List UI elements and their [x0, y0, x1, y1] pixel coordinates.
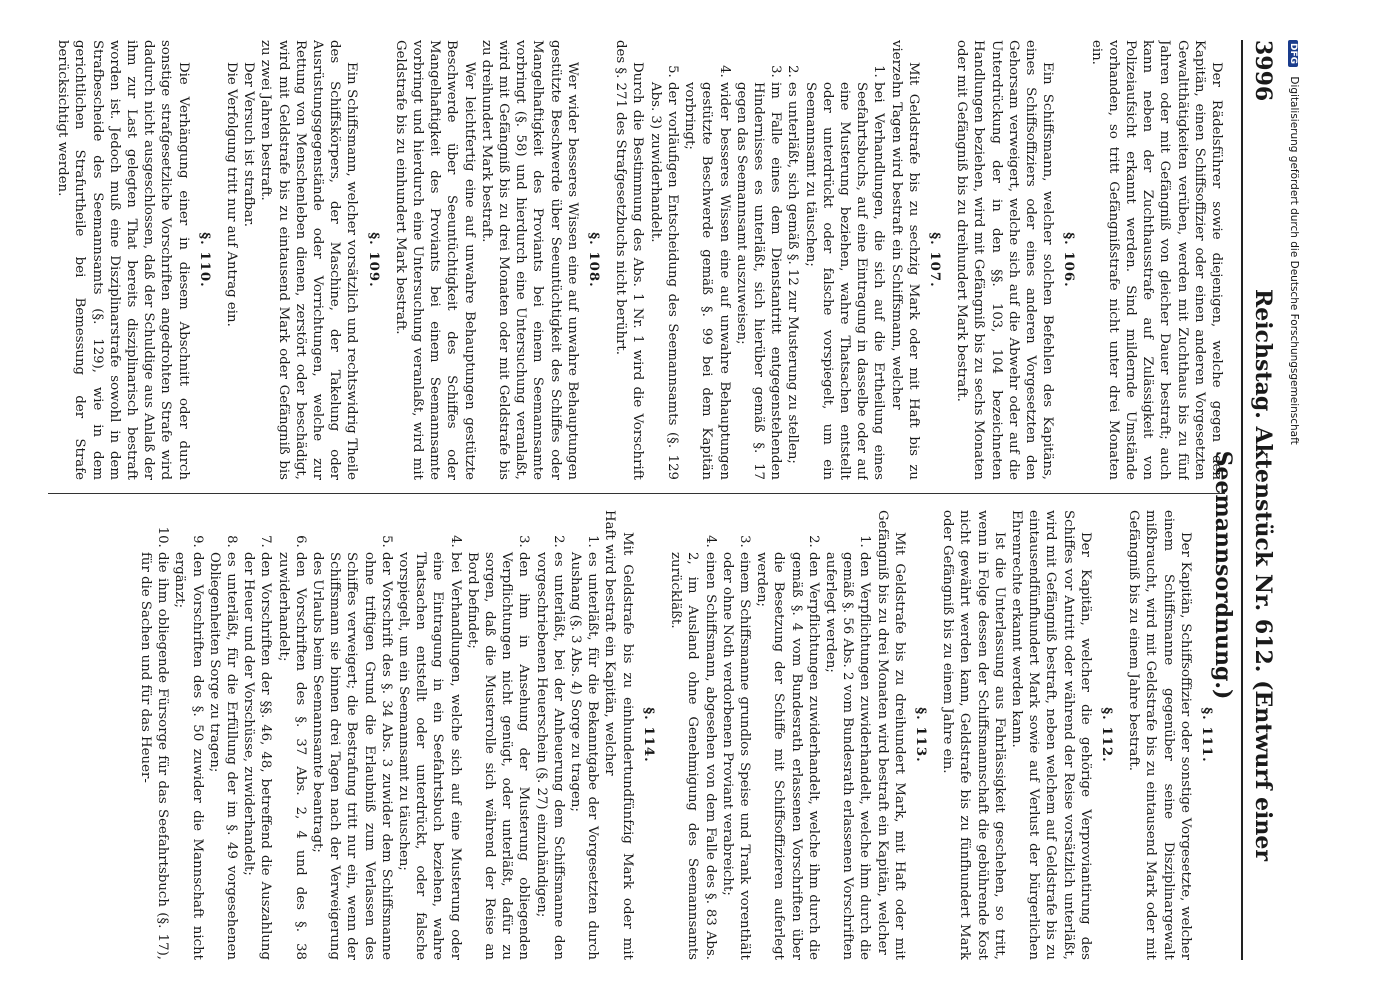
section-heading: §. 106. — [1061, 232, 1077, 288]
paragraph: Der Versuch ist strafbar. — [241, 62, 257, 227]
list-item: 5. der Vorschrift des §. 34 Abs. 3 zuwider dem Schiffsmanne ohne triftigen Grund die Erlaubniß zum Verlassen des Schiffes verweigert; die Bestrafung tritt nur ein, wenn der Schiffsmann sie binnen drei Tagen nach der Verweigerung des Urlaubs beim Seemannsamte beantragt; — [309, 552, 395, 960]
paragraph: Der Kapitän, welcher die gehörige Verproviantirung des Schiffes vor Antritt oder während der Reise vorsätzlich unterläßt, wird mit Gefängniß bestraft, neben welchem auf Geldstrafe bis zu eintausendfünfhundert Mark sowie auf Verlust der bürgerlichen Ehrenrechte erkannt werden kann. — [1008, 510, 1093, 960]
numbered-list — [647, 40, 888, 480]
paragraph: Die Verhängung einer in diesem Abschnitt oder durch sonstige strafgesetzliche Vorschriften angedrohten Strafe wird dadurch nicht ausgeschlossen, daß der Schuldige aus Anlaß der ihm zur Last gelegten That bereits disziplinarisch bestraft worden ist. Jedoch muß eine Disziplinarstrafe sowohl in dem Strafbescheide des Seemannsamts (§. 129), wie in dem gerichtlichen Strafurtheile bei Bemessung der Strafe berücksichtigt werden. — [55, 40, 191, 480]
paragraph: Ist die Unterlassung aus Fahrlässigkeit geschehen, so tritt, wenn in Folge dessen der Schiffsmannschaft die gebührende Kost nicht gewährt werden kann, Geldstrafe bis zu fünfhundert Mark oder Gefängniß bis zu einem Jahre ein. — [940, 510, 1007, 960]
list-item: 3. den ihm in Ansehung der Musterung obliegenden Verpflichtungen nicht genügt, oder unterläßt, dafür zu sorgen, daß die Musterrolle sich während der Reise an Bord befindet; — [464, 552, 533, 960]
section-heading: §. 107. — [926, 232, 942, 288]
list-item: 1. den Verpflichtungen zuwiderhandelt, welche ihm durch die gemäß §. 56 Abs. 2 vom Bundesrath erlassenen Vorschriften auferlegt werden; — [822, 552, 874, 960]
list-item: 2. es unterläßt, bei der Anheuerung dem Schiffsmanne den vorgeschriebenen Heuerschein (§. 27) einzuhändigen; — [532, 552, 566, 960]
list-item: 6. den Vorschriften des §. 37 Abs. 2, 4 und des §. 38 zuwiderhandelt; — [274, 552, 308, 960]
section-heading: §. 108. — [586, 232, 602, 288]
list-item: 3. einem Schiffsmanne grundlos Speise und Trank vorenthält oder ohne Noth verdorbenen Proviant verabreicht; — [719, 552, 753, 960]
list-item: 1. bei Verhandlungen, die sich auf die Ertheilung eines Seefahrtsbuchs, auf eine Eintragung in dasselbe oder auf eine Musterung beziehen, wahre Thatsachen entstellt oder unterdrückt oder falsche vorspiegelt, um ein Seemannsamt zu täuschen; — [801, 82, 887, 480]
list-item: 10. die ihm obliegende Fürsorge für das Seefahrtsbuch (§. 17), für die Sachen und für das Heuer- — [137, 552, 171, 960]
list-item: 2. es unterläßt, sich gemäß §. 12 zur Musterung zu stellen; — [784, 82, 801, 480]
list-item: 8. es unterläßt, für die Erfüllung der im §. 49 vorgesehenen Obliegenheiten Sorge zu tragen; — [206, 552, 240, 960]
paragraph: Die Verfolgung tritt nur auf Antrag ein. — [224, 62, 240, 327]
list-item: 9. den Vorschriften des §. 50 zuwider die Mannschaft nicht ergänzt; — [171, 552, 205, 960]
list-item: 2. den Verpflichtungen zuwiderhandelt, welche ihm durch die gemäß §. 4 vom Bundesrath erlassenen Vorschriften über die Besetzung der Schiffe mit Schiffsoffizieren auferlegt werden; — [753, 552, 822, 960]
funding-note: Digitalisierung gefördert durch die Deutsche Forschungsgemeinschaft — [1288, 76, 1300, 445]
numbered-list — [137, 510, 601, 960]
paragraph: Wer wider besseres Wissen eine auf unwahre Behauptungen gestützte Beschwerde über Seeuntüchtigkeit des Schiffes oder Mangelhaftigkeit des Proviants bei einem Seemannsamte vorbringt (§. 58) und hierdurch eine Untersuchung veranlaßt, wird mit Gefängniß bis zu drei Monaten oder mit Geldstrafe bis zu dreihundert Mark bestraft. — [478, 40, 580, 480]
column-divider — [48, 493, 1225, 494]
paragraph: Der Rädelsführer sowie diejenigen, welche gegen den Kapitän, einen Schiffsoffizier oder einen anderen Vorgesetzten Gewaltthätigkeiten verüben, werden mit Zuchthaus bis zu fünf Jahren oder mit Gefängniß von gleicher Dauer bestraft; auch kann neben der Zuchthausstrafe auf Zulässigkeit von Polizeiaufsicht erkannt werden. Sind mildernde Umstände vorhanden, so tritt Gefängnißstrafe nicht unter drei Monaten ein. — [1088, 40, 1224, 480]
right-column — [0, 510, 1225, 960]
section-heading: §. 112. — [1098, 707, 1114, 763]
paragraph: Wer leichtfertig eine auf unwahre Behauptungen gestützte Beschwerde über Seeuntüchtigkeit des Schiffes oder Mangelhaftigkeit des Proviants bei einem Seemannsamte vorbringt und hierdurch eine Untersuchung veranlaßt, wird mit Geldstrafe bis zu einhundert Mark bestraft. — [392, 40, 477, 480]
list-item: 4. wider besseres Wissen eine auf unwahre Behauptungen gestützte Beschwerde gemäß §. 99 bei dem Kapitän vorbringt; — [681, 82, 733, 480]
paragraph: Durch die Bestimmung des Abs. 1 Nr. 1 wird die Vorschrift des §. 271 des Strafgesetzbuchs nicht berührt. — [613, 40, 646, 480]
list-item: 7. den Vorschriften der §§. 46, 48, betreffend die Auszahlung der Heuer und der Vorschüsse, zuwiderhandelt; — [240, 552, 274, 960]
page-number: 3996 — [1250, 40, 1276, 102]
section-heading: §. 114. — [640, 707, 656, 763]
numbered-list — [667, 510, 873, 960]
list-item: 3. im Falle eines dem Dienstantritt entgegenstehenden Hindernisses es unterläßt, sich hierüber gemäß §. 17 gegen das Seemannsamt auszuweisen; — [733, 82, 785, 480]
section-heading: §. 113. — [912, 707, 928, 763]
page-title: Reichstag. Aktenstück Nr. 612. (Entwurf einer Seemannsordnung.) — [1210, 289, 1276, 861]
paragraph: Mit Geldstrafe bis zu einhundertundfünfzig Mark oder mit Haft wird bestraft ein Kapitän, welcher — [602, 510, 635, 960]
section-heading: §. 111. — [1199, 707, 1214, 763]
paragraph: Der Kapitän, Schiffsoffizier oder sonstige Vorgesetzte, welcher einem Schiffsmanne gegenüber seine Disziplinargewalt mißbraucht, wird mit Geldstrafe bis zu eintausend Mark oder mit Gefängniß bis zu einem Jahre bestraft. — [1126, 510, 1193, 960]
footer-text-row — [1288, 40, 1300, 990]
list-item: 4. bei Verhandlungen, welche sich auf eine Musterung oder eine Eintragung in ein Seefahrtsbuch beziehen, wahre Thatsachen entstellt oder unterdrückt, oder falsche vorspiegelt, um ein Seemannsamt zu täuschen; — [395, 552, 464, 960]
section-heading: §. 110. — [196, 232, 212, 288]
list-item: 5. der vorläufigen Entscheidung des Seemannsamts (§. 129 Abs. 3) zuwiderhandelt. — [647, 82, 681, 480]
paragraph: Mit Geldstrafe bis zu sechzig Mark oder mit Haft bis zu vierzehn Tagen wird bestraft ein Schiffsmann, welcher — [888, 40, 921, 480]
left-column — [0, 40, 1225, 480]
paragraph: Mit Geldstrafe bis zu dreihundert Mark, mit Haft oder mit Gefängniß bis zu drei Monaten wird bestraft ein Kapitän, welcher — [874, 510, 907, 960]
page-header — [1210, 40, 1283, 960]
section-heading: §. 109. — [365, 232, 381, 288]
paragraph: Ein Schiffsmann, welcher solchen Befehlen des Kapitäns, eines Schiffsoffiziers oder eines anderen Vorgesetzten den Gehorsam verweigert, welche sich auf die Abwehr oder auf die Unterdrückung der in den §§. 103, 104 bezeichneten Handlungen beziehen, wird mit Gefängniß bis zu sechs Monaten oder mit Gefängniß bis zu dreihundert Mark bestraft. — [954, 40, 1056, 480]
list-item: 4. einen Schiffsmann, abgesehen von dem Falle des §. 83 Abs. 2, im Ausland ohne Genehmigung des Seemannsamts zurückläßt. — [667, 552, 719, 960]
dfg-logo: DFG — [1288, 40, 1298, 67]
list-item: 1. es unterläßt, für die Bekanntgabe der Vorgesetzten durch Aushang (§. 3 Abs. 4) Sorge zu tragen; — [567, 552, 601, 960]
paragraph: Ein Schiffsmann, welcher vorsätzlich und rechtswidrig Theile des Schiffskörpers, der Maschine, der Takelung oder Ausrüstungsgegenstände oder Vorrichtungen, welche zur Rettung von Menschenleben dienen, zerstört oder beschädigt, wird mit Geldstrafe bis zu eintausend Mark oder Gefängniß bis zu zwei Jahren bestraft. — [258, 40, 360, 480]
